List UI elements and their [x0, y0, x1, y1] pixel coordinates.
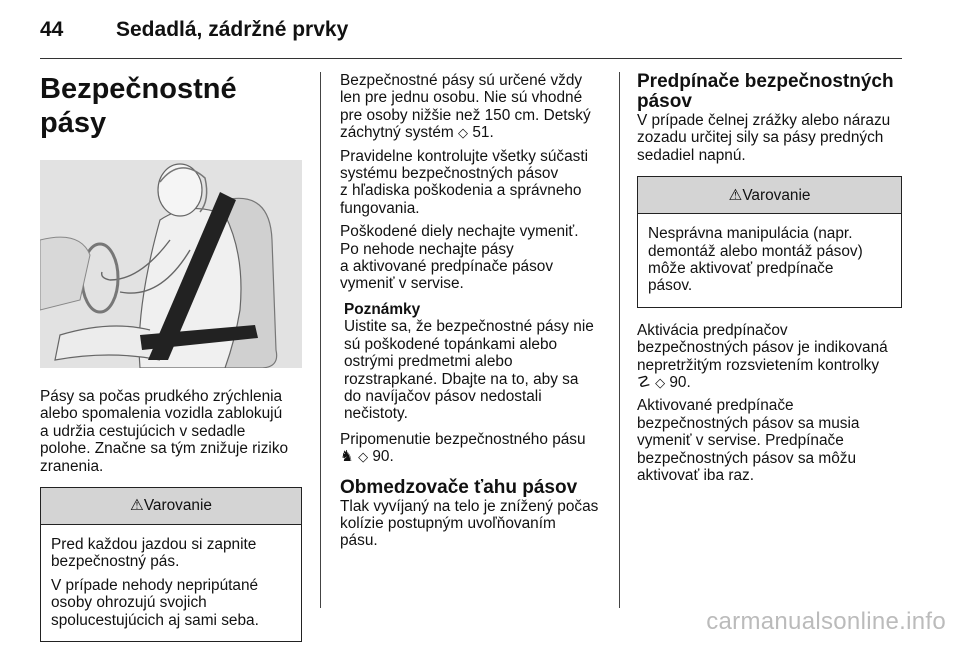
warning-body: Pred každou jazdou si zapnite bezpečnostný pás. V prípade nehody nepripútané osoby ohrozujú svojich spolucestujúcich aj sami seba.	[51, 536, 259, 629]
column-2	[340, 72, 604, 556]
replacement-text: Poškodené diely nechajte vymeniť. Po nehode nechajte pásy a aktivované predpínače pásov vymeniť v servise.	[340, 223, 579, 293]
usage-text: Bezpečnostné pásy sú určené vždy len pre jednu osobu. Nie sú vhodné pre osoby nižšie než 150 cm. Detský záchytný systém ◇ 51.	[340, 72, 591, 142]
page-number: 44	[40, 18, 64, 41]
intro-text: Pásy sa počas prudkého zrýchlenia alebo spomalenia vozidla zablokujú a udržia cestujúcich v sedadle polohe. Značne sa tým znižuje riziko zranenia.	[40, 388, 289, 475]
pretensioner-intro: V prípade čelnej zrážky alebo nárazu zozadu určitej sily sa pásy predných sedadiel napnú.	[637, 112, 891, 164]
watermark: carmanualsonline.info	[706, 608, 946, 635]
inspection-text: Pravidelne kontrolujte všetky súčasti systému bezpečnostných pásov z hľadiska poškodenia a správneho fungovania.	[340, 147, 589, 217]
warning-title: Varovanie	[143, 497, 212, 515]
page-ref-link[interactable]: 90.	[669, 374, 691, 392]
page-ref-link[interactable]: 90.	[372, 448, 394, 466]
activation-text: Aktivácia predpínačov bezpečnostných pásov je indikovaná nepretržitým rozsvietením kontrolky ☡ ◇ 90.	[637, 321, 888, 392]
warning-box-fasten	[40, 487, 302, 642]
warning-icon: ⚠	[130, 497, 144, 515]
seatbelt-illustration	[40, 160, 302, 368]
column-divider	[619, 72, 620, 608]
load-limiter-text: Tlak vyvíjaný na telo je znížený počas kolízie postupným uvoľňovaním pásu.	[340, 497, 599, 550]
reminder-text: Pripomenutie bezpečnostného pásu ♞ ◇ 90.	[340, 430, 586, 466]
column-3	[637, 72, 902, 491]
page-header	[40, 18, 348, 48]
warning-body: Nesprávna manipulácia (napr. demontáž alebo montáž pásov) môže aktivovať predpínače pásov.	[648, 225, 863, 295]
seatbelt-reminder-icon: ♞	[340, 448, 354, 466]
seatbelt-driver-icon	[40, 160, 302, 368]
column-1	[40, 72, 302, 656]
note-title: Poznámky	[344, 300, 421, 318]
page-ref-link[interactable]: 51.	[472, 124, 494, 142]
page-ref-icon: ◇	[458, 125, 469, 141]
note-box: Poznámky Uistite sa, že bezpečnostné pásy nie sú poškodené topánkami alebo ostrými predmetmi alebo rozstrapkané. Dbajte na to, aby sa do navíjačov pásov nedostali nečistoty.	[340, 301, 604, 423]
page-ref-icon: ◇	[655, 375, 666, 391]
warning-header	[638, 177, 901, 214]
warning-icon: ⚠	[728, 186, 743, 204]
section-heading-pretensioners: Predpínače bezpečnostných pásov	[637, 71, 894, 112]
warning-title: Varovanie	[742, 186, 811, 204]
section-title: Sedadlá, zádržné prvky	[116, 18, 349, 41]
airbag-indicator-icon: ☡	[637, 374, 651, 392]
replacement-pretensioner-text: Aktivované predpínače bezpečnostných pásov sa musia vymeniť v servise. Predpínače bezpečnostných pásov sa môžu aktivovať iba raz.	[637, 397, 860, 485]
warning-box-pretensioner	[637, 176, 902, 308]
header-rule	[40, 58, 902, 59]
column-divider	[320, 72, 321, 608]
page-title: Bezpečnostné pásy	[40, 73, 237, 139]
page-ref-icon: ◇	[358, 449, 369, 465]
warning-header	[41, 488, 301, 525]
section-heading-load-limiters: Obmedzovače ťahu pásov	[340, 476, 578, 498]
